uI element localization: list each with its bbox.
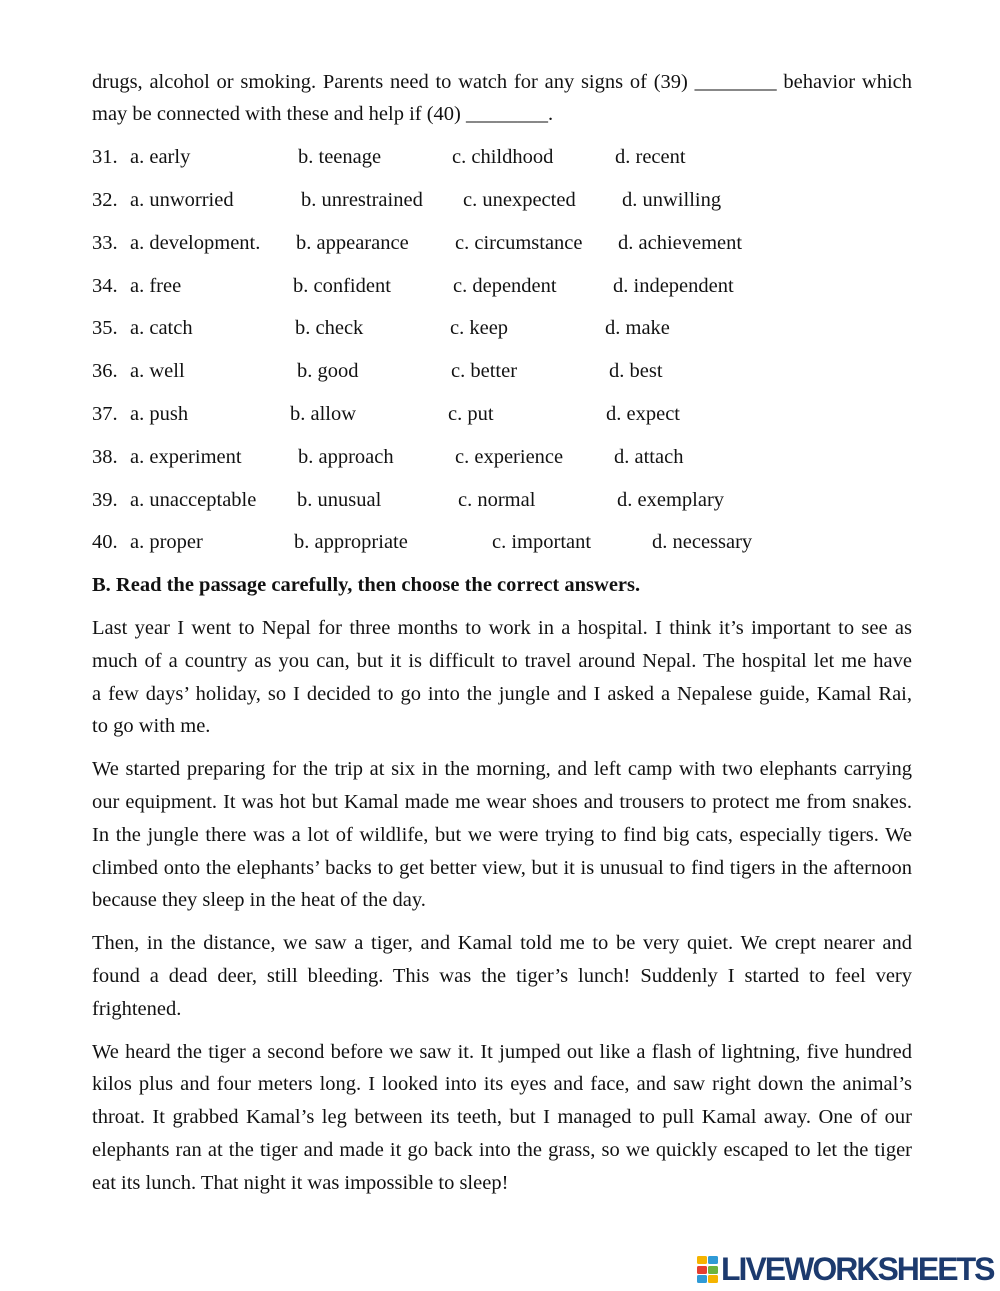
question-row-38 [92,441,912,474]
text-line: because they sleep in the heat of the day. [92,889,426,912]
answer-option-d: d. independent [613,274,734,297]
question-number: 31. [92,146,118,169]
answer-option-c: c. circumstance [455,231,583,254]
text-line: kilos plus and four meters long. I looked into its eyes and face, and saw right down the animal’s [92,1073,912,1096]
passage-paragraph-2 [92,753,912,917]
passage-paragraph-3 [92,927,912,1025]
answer-option-d: d. best [609,360,663,383]
passage-paragraph-1 [92,612,912,743]
answer-option-d: d. make [605,317,670,340]
logo-block [708,1266,718,1274]
answer-option-b: b. allow [290,402,357,425]
text-line: We heard the tiger a second before we saw it. It jumped out like a flash of lightning, five hundred [92,1040,912,1063]
question-number: 36. [92,360,118,383]
answer-option-a: a. catch [130,317,193,340]
answer-option-b: b. confident [293,274,391,297]
answer-option-c: c. dependent [453,274,557,297]
answer-option-d: d. recent [615,146,686,169]
answer-option-a: a. unworried [130,188,234,211]
passage-continuation [92,66,912,132]
text-line: found a dead deer, still bleeding. This was the tiger’s lunch! Suddenly I started to feel very [92,964,912,987]
text-line: much of a country as you can, but it is difficult to travel around Nepal. The hospital let me have [92,649,912,672]
logo-block [697,1266,707,1274]
text-line: Then, in the distance, we saw a tiger, and Kamal told me to be very quiet. We crept nearer and [92,932,912,955]
text-line: We started preparing for the trip at six in the morning, and left camp with two elephants carrying [92,758,912,781]
text-line: throat. It grabbed Kamal’s leg between its teeth, but I managed to pull Kamal away. One of our [92,1106,912,1129]
text-line: drugs, alcohol or smoking. Parents need to watch for any signs of (39) ________ behavior which [92,70,912,93]
answer-option-c: c. childhood [452,146,554,169]
text-line: eat its lunch. That night it was impossible to sleep! [92,1171,509,1194]
question-row-34 [92,270,912,303]
logo-block [697,1275,707,1283]
question-row-35 [92,312,912,345]
logo-wordmark: LIVEWORKSHEETS [721,1251,994,1287]
text-line: to go with me. [92,715,211,738]
answer-option-c: c. experience [455,445,564,468]
question-number: 38. [92,445,118,468]
question-row-40 [92,526,912,559]
text-line: frightened. [92,997,182,1020]
answer-option-b: b. appropriate [294,531,408,554]
question-row-39 [92,484,912,517]
question-number: 33. [92,231,118,254]
answer-option-a: a. push [130,402,189,425]
answer-option-d: d. expect [606,402,680,425]
text-line: climbed onto the elephants’ backs to get better view, but it is unusual to find tigers in the afternoon [92,856,912,879]
text-line: elephants ran at the tiger and made it go back into the grass, so we quickly escaped to let the tiger [92,1138,912,1161]
answer-option-c: c. better [451,360,518,383]
answer-option-c: c. important [492,531,592,554]
section-b-heading: B. Read the passage carefully, then choose the correct answers. [92,574,641,597]
answer-option-a: a. well [130,360,185,383]
answer-option-c: c. put [448,402,494,425]
answer-option-a: a. early [130,146,191,169]
text-line: Last year I went to Nepal for three months to work in a hospital. I think it’s important to see as [92,616,912,639]
text-line: our equipment. It was hot but Kamal made me wear shoes and trousers to protect me from snakes. [92,790,912,813]
answer-option-d: d. unwilling [622,188,722,211]
worksheet-content [92,66,912,1210]
answer-option-b: b. check [295,317,364,340]
text-line: may be connected with these and help if (40) ________. [92,103,554,126]
answer-option-b: b. appearance [296,231,409,254]
answer-option-a: a. unacceptable [130,488,257,511]
answer-option-d: d. attach [614,445,684,468]
question-number: 39. [92,488,118,511]
question-row-32 [92,184,912,217]
answer-option-b: b. good [297,360,359,383]
answer-option-b: b. teenage [298,146,382,169]
passage-paragraph-4 [92,1036,912,1200]
answer-option-c: c. keep [450,317,509,340]
answer-option-a: a. free [130,274,182,297]
liveworksheets-blocks-icon [697,1256,718,1283]
answer-option-d: d. achievement [618,231,743,254]
question-row-37 [92,398,912,431]
question-number: 40. [92,531,118,554]
answer-option-c: c. normal [458,488,536,511]
answer-option-d: d. necessary [652,531,753,554]
question-number: 32. [92,188,118,211]
text-line: In the jungle there was a lot of wildlife, but we were trying to find big cats, especially tigers. We [92,823,912,846]
answer-option-b: b. unusual [297,488,382,511]
logo-block [708,1256,718,1264]
question-row-31 [92,141,912,174]
logo-block [708,1275,718,1283]
answer-option-a: a. proper [130,531,203,554]
liveworksheets-logo [697,1253,995,1285]
question-number: 37. [92,402,118,425]
answer-option-a: a. experiment [130,445,242,468]
answer-option-d: d. exemplary [617,488,725,511]
answer-option-c: c. unexpected [463,188,576,211]
question-number: 35. [92,317,118,340]
answer-option-b: b. approach [298,445,394,468]
answer-option-b: b. unrestrained [301,188,423,211]
answer-option-a: a. development. [130,231,261,254]
question-row-33 [92,227,912,260]
text-line: a few days’ holiday, so I decided to go into the jungle and I asked a Nepalese guide, Kamal Rai, [92,682,912,705]
logo-block [697,1256,707,1264]
question-number: 34. [92,274,118,297]
question-row-36 [92,355,912,388]
